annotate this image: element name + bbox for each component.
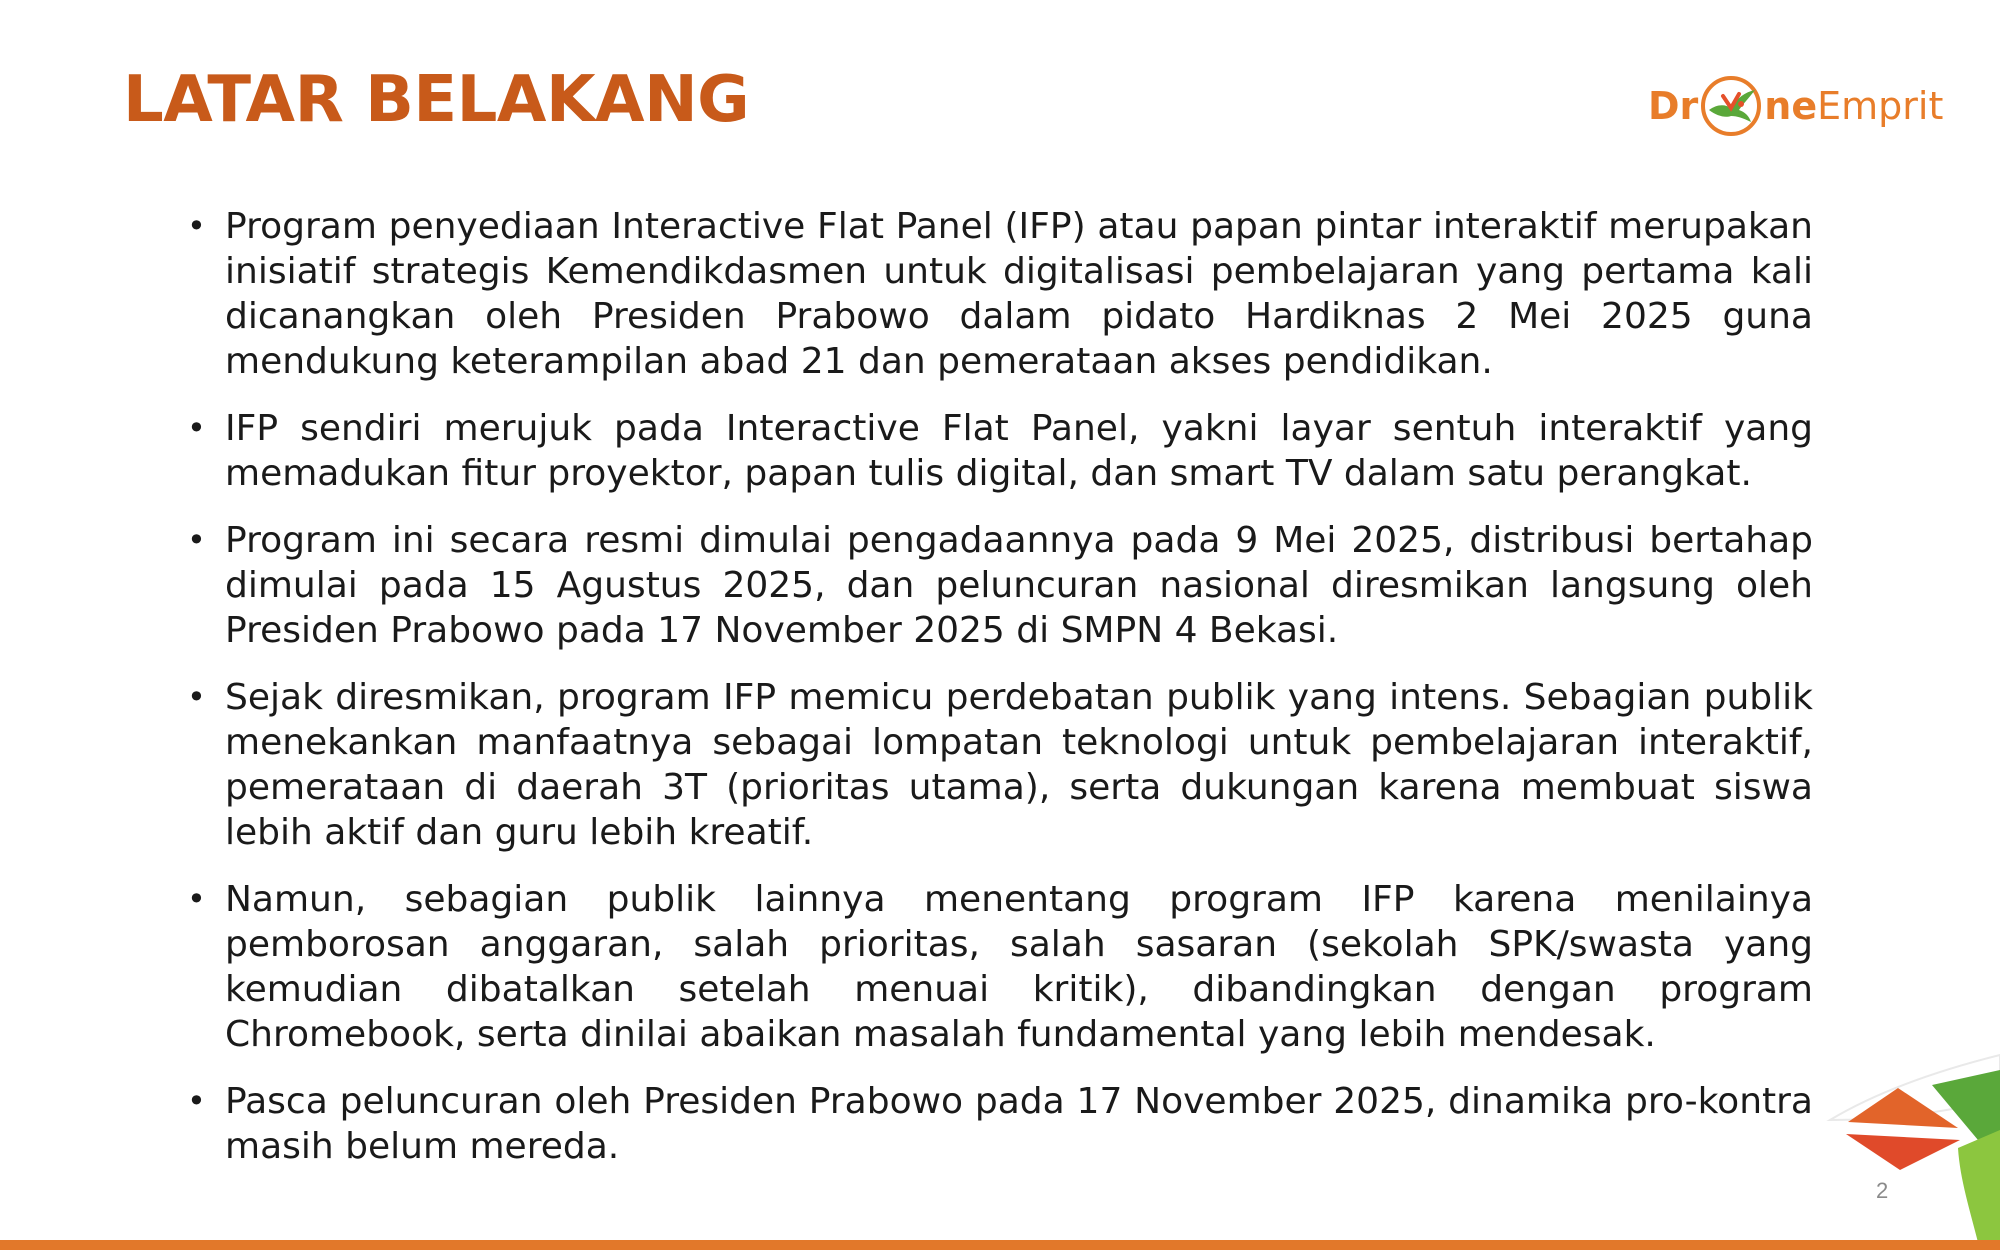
logo-text-ne: ne <box>1764 84 1818 128</box>
bullet-item <box>183 877 1813 1057</box>
footer-bar <box>0 1240 2000 1250</box>
bullet-text: IFP sendiri merujuk pada Interactive Flat Panel, yakni layar sentuh interaktif yang memadukan fitur proyektor, papan tulis digital, dan smart TV dalam satu perangkat. <box>225 408 1813 494</box>
bullet-dot-icon: • <box>187 207 206 245</box>
bullet-dot-icon: • <box>187 409 206 447</box>
bullet-item <box>183 518 1813 653</box>
corner-decoration <box>1820 1040 2000 1250</box>
bullet-item <box>183 406 1813 496</box>
bullet-item <box>183 675 1813 855</box>
logo-text-emprit: Emprit <box>1817 84 1944 128</box>
bullet-dot-icon: • <box>187 880 206 918</box>
bullet-item <box>183 1079 1813 1169</box>
bullet-text: Program penyediaan Interactive Flat Panel (IFP) atau papan pintar interaktif merupakan inisiatif strategis Kemendikdasmen untuk digitalisasi pembelajaran yang pertama kali dicanangkan oleh Presiden Prabowo dalam pidato Hardiknas 2 Mei 2025 guna mendukung keterampilan abad 21 dan pemerataan akses pendidikan. <box>225 206 1813 382</box>
drone-bird-icon <box>1699 74 1763 138</box>
bullet-dot-icon: • <box>187 678 206 716</box>
page-number: 2 <box>1876 1178 1889 1203</box>
bullet-item <box>183 204 1813 384</box>
drone-emprit-logo <box>1648 70 1943 142</box>
bullet-dot-icon: • <box>187 1082 206 1120</box>
bullet-text: Pasca peluncuran oleh Presiden Prabowo pada 17 November 2025, dinamika pro-kontra masih belum mereda. <box>225 1081 1813 1167</box>
logo-text-dr: Dr <box>1648 84 1699 128</box>
bullet-list <box>183 204 1813 1191</box>
bullet-text: Program ini secara resmi dimulai pengadaannya pada 9 Mei 2025, distribusi bertahap dimulai pada 15 Agustus 2025, dan peluncuran nasional diresmikan langsung oleh Presiden Prabowo pada 17 November 2025 di SMPN 4 Bekasi. <box>225 520 1813 651</box>
bullet-text: Namun, sebagian publik lainnya menentang program IFP karena menilainya pemborosan anggaran, salah prioritas, salah sasaran (sekolah SPK/swasta yang kemudian dibatalkan setelah menuai kritik), dibandingkan dengan program Chromebook, serta dinilai abaikan masalah fundamental yang lebih mendesak. <box>225 879 1813 1055</box>
bullet-text: Sejak diresmikan, program IFP memicu perdebatan publik yang intens. Sebagian publik menekankan manfaatnya sebagai lompatan teknologi untuk pembelajaran interaktif, pemerataan di daerah 3T (prioritas utama), serta dukungan karena membuat siswa lebih aktif dan guru lebih kreatif. <box>225 677 1813 853</box>
slide-title: LATAR BELAKANG <box>123 63 750 137</box>
bullet-dot-icon: • <box>187 521 206 559</box>
